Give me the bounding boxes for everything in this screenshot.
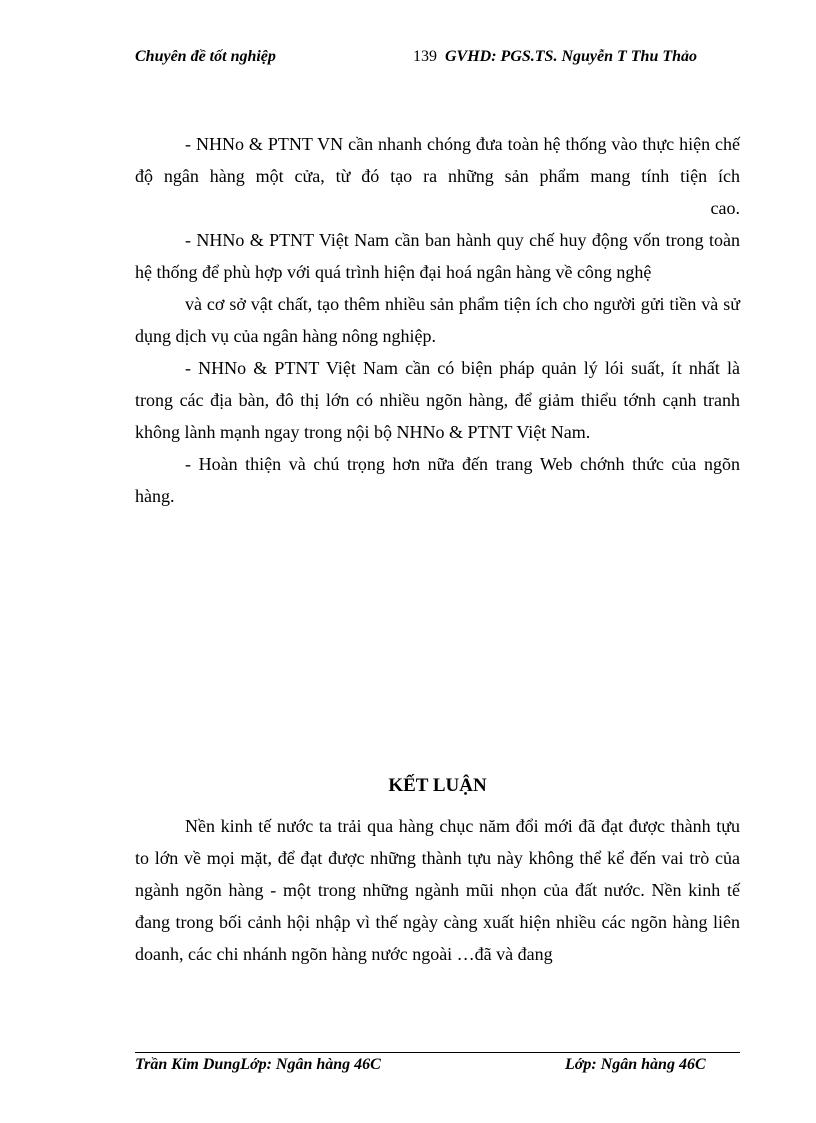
section-conclusion xyxy=(135,810,740,970)
paragraph-1: - NHNo & PTNT VN cần nhanh chóng đưa toàn hệ thống vào thực hiện chế độ ngân hàng một cửa, từ đó tạo ra những sản phẩm mang tính tiện ích xyxy=(135,134,740,186)
conclusion-heading: KẾT LUẬN xyxy=(388,775,487,796)
page-header xyxy=(135,48,740,70)
page-footer xyxy=(135,1056,740,1078)
footer-divider xyxy=(135,1052,740,1053)
footer-author: Trần Kim DungLớp: Ngân hàng 46C xyxy=(135,1056,381,1073)
paragraph-2: - NHNo & PTNT Việt Nam cần ban hành quy chế huy động vốn trong toàn hệ thống để phù hợp với quá trình hiện đại hoá ngân hàng về công nghệ xyxy=(135,230,740,282)
section-recommendations xyxy=(135,128,740,512)
paragraph-1-end: cao. xyxy=(710,198,740,218)
header-page-number: 139 xyxy=(413,48,437,65)
paragraph-4: - Hoàn thiện và chú trọng hơn nữa đến trang Web chớnh thức của ngõn hàng. xyxy=(135,454,740,506)
paragraph-3: - NHNo & PTNT Việt Nam cần có biện pháp quản lý lói suất, ít nhất là trong các địa bàn, đô thị lớn có nhiều ngõn hàng, để giảm thiểu tớnh cạnh tranh không lành mạnh ngay trong nội bộ NHNo & PTNT Việt Nam. xyxy=(135,358,740,442)
paragraph-2-cont: và cơ sở vật chất, tạo thêm nhiều sản phẩm tiện ích cho người gửi tiền và sử dụng dịch vụ của ngân hàng nông nghiệp. xyxy=(135,294,740,346)
footer-class: Lớp: Ngân hàng 46C xyxy=(565,1056,706,1073)
header-advisor: GVHD: PGS.TS. Nguyễn T Thu Thảo xyxy=(445,48,698,65)
header-document-title: Chuyên đề tốt nghiệp xyxy=(135,48,276,65)
conclusion-paragraph: Nền kinh tế nước ta trải qua hàng chục năm đổi mới đã đạt được thành tựu to lớn về mọi mặt, để đạt được những thành tựu này không thể kể đến vai trò của ngành ngõn hàng - một trong những ngành mũi nhọn của đất nước. Nền kinh tế đang trong bối cảnh hội nhập vì thế ngày càng xuất hiện nhiều các ngõn hàng liên doanh, các chi nhánh ngõn hàng nước ngoài …đã và đang xyxy=(135,816,740,964)
